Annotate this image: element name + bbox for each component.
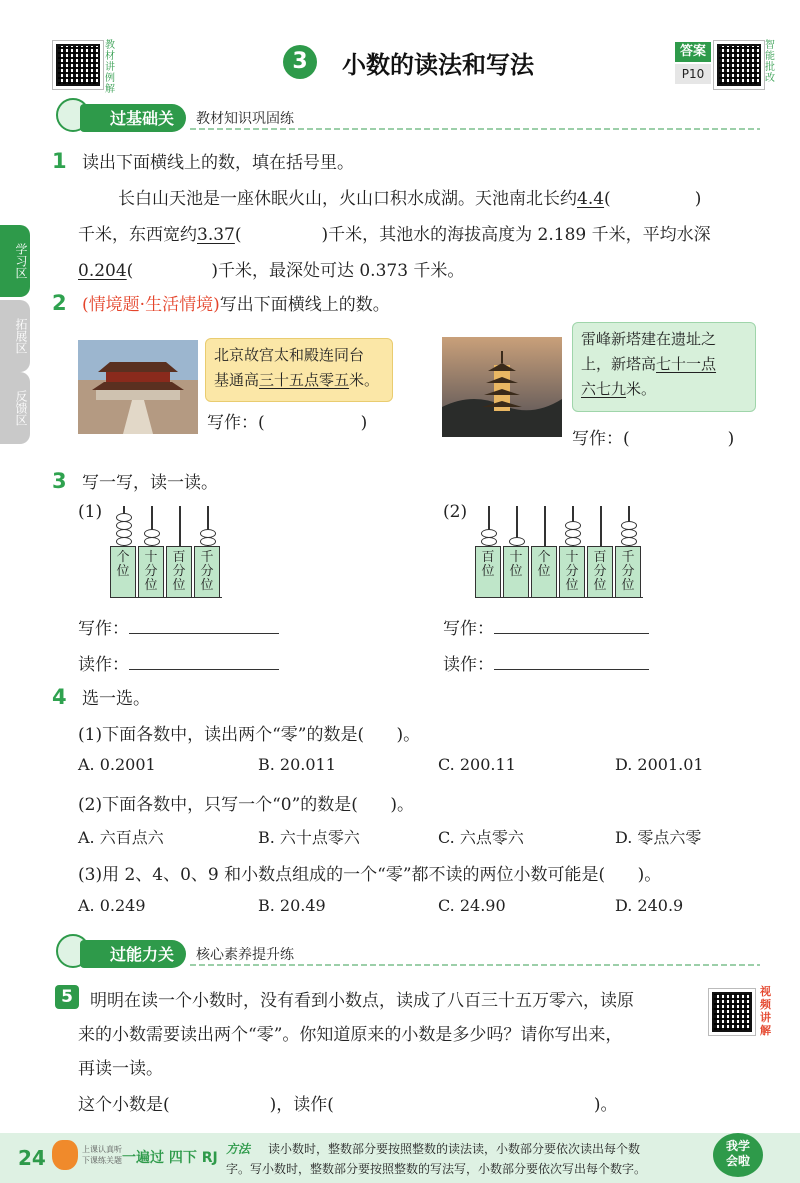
palace-photo [78,340,198,434]
q4-2-option-c[interactable]: C. 六点零六 [438,828,524,847]
q4-3-option-c[interactable]: C. 24.90 [438,896,506,915]
question-number: 3 [52,469,67,493]
paren-close: ) [727,429,735,449]
q3-read-1 [78,650,279,675]
q4-3-option-b[interactable]: B. 20.49 [258,896,326,915]
qr-pattern-icon [56,44,100,86]
paren-close: )。 [593,1095,618,1115]
abacus-1-bead [116,521,132,530]
video-caption: 视频讲解 [760,985,771,1037]
q1-paren-open: ( [604,189,611,209]
q3-write-1 [78,614,279,639]
q2-write-2 [572,424,734,449]
page-number: 24 [18,1146,46,1170]
abacus-2-bead [621,537,637,546]
section-title-basic: 过基础关 [80,104,186,132]
q4-2-option-a[interactable]: A. 六百点六 [78,828,164,847]
abacus-2-place-label: 千 分 位 [615,546,641,598]
q4-sub-2: (2)下面各数中，只写一个“0”的数是( )。 [78,795,414,815]
write-label: 写作：( [207,413,265,433]
q3-write-2 [443,614,649,639]
q4-sub-1: (1)下面各数中，读出两个“零”的数是( )。 [78,725,421,745]
answer-label: 答案 [675,42,711,62]
q4-sub-3: (3)用 2、4、0、9 和小数点组成的一个“零”都不读的两位小数可能是( )。 [78,865,662,885]
q1-line-2 [78,220,711,245]
q4-3-option-d[interactable]: D. 240.9 [615,896,684,915]
abacus-2-place-label: 十 位 [503,546,529,598]
abacus-2-rod [600,506,602,548]
question-number: 2 [52,291,67,315]
abacus-1-bead [200,529,216,538]
q5-answer-line [78,1090,618,1115]
q5-read-label: )，读作( [269,1095,334,1115]
pagoda-fact-line-3 [581,377,747,402]
section-subtitle-basic: 教材知识巩固练 [196,111,294,127]
q4-header [52,684,150,709]
q1-number-2: 3.37 [197,225,235,245]
pagoda-fact-number: 七十一点 [656,355,717,373]
footer-book-title: 一遍过 四下 RJ [122,1150,218,1166]
method-line-1: 读小数时，整数部分要按照整数的读法读，小数部分要依次读出每个数 [268,1142,641,1156]
q5-line-1: 明明在读一个小数时，没有看到小数点，读成了八百三十五万零六，读原 [90,991,634,1011]
palace-fact-line-2 [214,368,384,393]
q3-read-blank-2[interactable] [494,669,649,670]
q3-write-blank-1[interactable] [129,633,279,634]
abacus-1 [110,500,226,598]
q4-3-option-a[interactable]: A. 0.249 [78,896,146,915]
q3-prompt: 写一写，读一读。 [82,473,219,493]
section-subtitle-ability: 核心素养提升练 [196,947,294,963]
abacus-1-place-label: 百 分 位 [166,546,192,598]
palace-fact-number: 三十五点零五 [259,371,350,389]
q1-header [52,148,354,173]
pagoda-fact-line-2 [581,352,747,377]
lesson-number-badge: 3 [283,45,317,79]
qr-right-caption: 智能批改 [765,40,775,84]
q2-header [52,290,390,315]
abacus-2-frame [475,597,643,598]
qr-code-right[interactable] [713,40,765,90]
q1-text: 千米，东西宽约 [78,225,197,245]
pagoda-fact-box [572,322,756,412]
abacus-1-bead [116,529,132,538]
q4-1-option-a[interactable]: A. 0.2001 [78,755,156,774]
q4-1-option-c[interactable]: C. 200.11 [438,755,516,774]
abacus-1-bead [144,529,160,538]
pagoda-fact-text: 米。 [626,380,657,398]
abacus-2-bead [509,537,525,546]
abacus-2-bead [621,529,637,538]
abacus-2-bead [565,529,581,538]
footer-slogan-bottom: 下课练关题 [82,1156,122,1165]
q1-number-3: 0.204 [78,261,127,281]
answer-page[interactable]: P10 [675,64,711,84]
q3-header [52,468,218,493]
paren-close: ) [360,413,368,433]
write-label: 写作：( [572,429,630,449]
palace-fact-box [205,338,393,402]
qr-code-left[interactable] [52,40,104,90]
palace-fact-text: 米。 [349,371,380,389]
side-tab-study[interactable]: 学习区 [0,225,30,297]
page-title: 小数的读法和写法 [342,51,534,79]
q3-write-blank-2[interactable] [494,633,649,634]
write-label: 写作： [78,619,129,639]
pagoda-fact-number: 六七九 [581,380,627,398]
footer-slogan-top: 上课认真听 [82,1145,122,1154]
method-label: 方法 [226,1142,251,1156]
abacus-2-bead [481,529,497,538]
abacus-2-bead [565,521,581,530]
q5-line-2: 来的小数需要读出两个“零”。你知道原来的小数是多少吗？请你写出来， [78,1025,623,1045]
question-number-badge: 5 [55,985,79,1009]
read-label: 读作： [78,655,129,675]
q3-read-blank-1[interactable] [129,669,279,670]
q2-prompt: 写出下面横线上的数。 [219,295,390,315]
abacus-1-frame [110,597,222,598]
q4-2-option-d[interactable]: D. 零点六零 [615,828,702,847]
q3-part2-label: (2) [443,502,468,522]
abacus-2-place-label: 百 分 位 [587,546,613,598]
q1-text: )千米，其池水的海拔高度为 2.189 千米，平均水深 [321,225,711,245]
abacus-1-bead [144,537,160,546]
q2-write-1 [207,408,367,433]
abacus-2-bead [621,521,637,530]
abacus-1-rod [179,506,181,548]
learned-badge[interactable] [713,1133,763,1177]
pagoda-fact-text: 上，新塔高 [581,355,657,373]
question-number: 4 [52,685,67,709]
abacus-1-place-label: 千 分 位 [194,546,220,598]
abacus-2-place-label: 百 位 [475,546,501,598]
qr-left-caption: 教材讲例解 [105,40,115,95]
side-tab-expand[interactable]: 拓展区 [0,300,30,372]
q1-number-1: 4.4 [577,189,605,209]
q1-line-3 [78,256,464,281]
q4-2-option-b[interactable]: B. 六十点零六 [258,828,360,847]
abacus-1-bead [200,537,216,546]
q2-tag: (情境题·生活情境) [82,295,220,315]
section-divider [190,128,760,130]
palace-fact-line-1: 北京故宫太和殿连同台 [214,346,365,364]
abacus-2 [475,500,647,598]
abacus-2-place-label: 个 位 [531,546,557,598]
abacus-1-place-label: 十 分 位 [138,546,164,598]
side-tab-feedback[interactable]: 反馈区 [0,372,30,444]
read-label: 读作： [443,655,494,675]
abacus-2-place-label: 十 分 位 [559,546,585,598]
abacus-2-bead [481,537,497,546]
q4-1-option-b[interactable]: B. 20.011 [258,755,336,774]
abacus-1-bead [116,513,132,522]
q1-paren-close: ) [694,189,702,209]
q4-prompt: 选一选。 [82,689,151,709]
q4-1-option-d[interactable]: D. 2001.01 [615,755,704,774]
q3-part1-label: (1) [78,502,103,522]
qr-pattern-icon [717,44,761,86]
abacus-1-bead [116,537,132,546]
learned-badge-label: 我学会啦 [725,1139,750,1168]
write-label: 写作： [443,619,494,639]
palace-fact-text: 基通高 [214,371,260,389]
q1-paren-open: ( [126,261,134,281]
pagoda-fact-line-1: 雷峰新塔建在遗址之 [581,330,717,348]
method-line-2: 字。写小数时，整数部分要按照整数的写法写，小数部分要依次写出每个数字。 [226,1162,647,1176]
q1-prompt: 读出下面横线上的数，填在括号里。 [82,153,355,173]
abacus-2-bead [565,537,581,546]
qr-pattern-icon [712,992,752,1032]
section-title-ability: 过能力关 [80,940,186,968]
q1-paren-open: ( [234,225,242,245]
q1-line-1 [118,184,701,209]
section-divider [190,964,760,966]
q3-read-2 [443,650,649,675]
qr-code-video[interactable] [708,988,756,1036]
q5-line-3: 再读一读。 [78,1059,163,1079]
q5-answer-label: 这个小数是( [78,1095,170,1115]
q1-text: )千米，最深处可达 0.373 千米。 [211,261,465,281]
q1-text: 长白山天池是一座休眠火山，火山口积水成湖。天池南北长约 [118,189,577,209]
footer-mascot-icon [52,1140,78,1170]
abacus-1-place-label: 个 位 [110,546,136,598]
abacus-2-rod [544,506,546,548]
pagoda-photo [442,337,562,437]
question-number: 1 [52,149,67,173]
